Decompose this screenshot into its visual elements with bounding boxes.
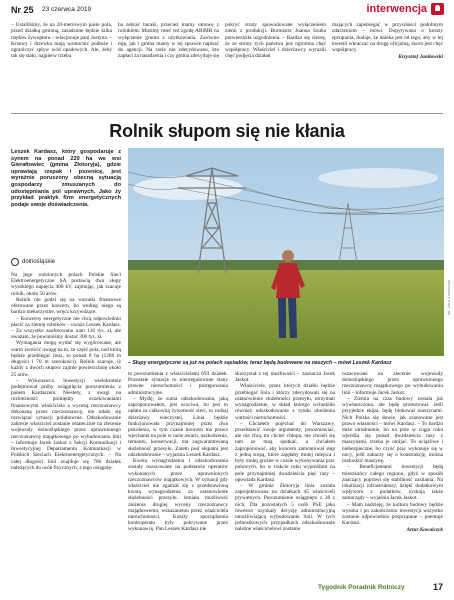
photo-credit: fot. Artur Kowalczyk [446,280,451,316]
issue-date: 23 czerwca 2019 [42,6,92,13]
publication-brand: Tygodnik Poradnik Rolniczy [318,584,405,591]
body-paragraph: – Wykonawca inwestycji wielokrotnie podejmował próby osiągnięcia porozumienia z panem Kardaszem. Niestety, z uwagi na rozbieżności pomiędzy oczekiwaniami finansowymi właściciela a wyceną rzeczoznawcy dokonaną przez rzeczoznawcę, nie udało się rozwiązać sytuacji polubownie. Odszkodowanie zakresie właściciel zostanie ostatecznie na zlecenie wojewody dolnośląskiego przez uprawnionego rzeczoznawcę majątkowego po wybudowaniu linii – informuje Jacek Jaskot z Sekcji Komunikacji i Inwestycyjnej Departamentu Komunikacji w Polskich Sieciach Elektroenergetycznych. – Na całej długości linii znajduje się 786 działek należących do osób fizycznych, z tego osiągnię- [11,377,121,471]
body-paragraph: oszacowane na zlecenie wojewody dolnośląskiego przez uprawnionego rzeczoznawcę majątkowego po wybudowaniu linii – informuje Jacek Jaskot. [342,371,443,396]
body-paragraph: Na jego rodzinnych polach Polskie Sieci Elektroenergetyczne SA postawią dwa słupy wysokiego napięcia 400 kV, zajmując, jak szacuje rolnik, około 50 arów. [11,272,121,297]
body-paragraph: skorzystał z tej możliwości – zaznacza Jacek Jaskot. [235,371,335,384]
body-paragraph: Kwota wynagrodzenia i odszkodowania zostały oszacowane na podstawie operatów wykonanych przez uprawnionych rzeczoznawców majątkowych. W sytuacji gdy właściciel nie zgadzał się z przedstawioną kwotą wynagrodzenia za ustanowienie służebności przesyłu, istniała możliwość złożenia drugiej wyceny rzeczoznawcy majątkowemu, wskazanemu przez właściciela nieruchomości. Koszty sporządzenia kontroperatu były pokrywane przez wykonawcę. Pan Leszek Kardasz nie [128,458,228,533]
body-col-2 [128,371,228,533]
section-logo-icon [431,3,444,15]
page-number: 17 [432,582,443,592]
article-title: Rolnik słupom się nie kłania [109,121,345,141]
body-paragraph: – Beneficjentami inwestycji będą mieszkańcy całego regionu, gdyż w sposób znaczący poprawi się stabilność zasilania. Na lokalizacji infrastruktury, dzięki dodatkowym wpływom z podatków, zyskają także samorządy – wyjaśnia Jacek Jaskot. [342,464,443,502]
top-article-col-2: ba zebrać buraki, przecież mamy umowę z rolnikiem. Musimy mieć też zgodę ARiMR na wyłączenie gruntu z użytkowania. Zarówno mję, jak i gmina mamy w tej sprawie napisać do agencji. Na razie nie zdecydowano, kto zapłaci za nasadzenia i czy gmina zdecyduje się [118,22,219,60]
body-paragraph: Właściciele, przez których działki będzie przebiegać linia i którzy zdecydowali się na ustanowienie służebności przesyłu, otrzymali wynagrodzenie, w skład którego wchodziło również odszkodowanie z tytułu obniżenia wartości nieruchomości. [235,383,335,421]
body-paragraph: Rolnik nie godzi się na warunki finansowe oferowane przez koncern, bo według niego są bardzo niekorzystne, wręcz krzywdzące. [11,296,121,316]
article-lead: Leszek Kardasz, który gospodaruje z synem na ponad 220 ha we wsi Gierałtowiec (gmina Złotoryja), gdzie uprawiają rzepak i pszenicę, jest wyraźnie poruszony obecną sytuacją gospodarzy zmuszanych do udostępniania pól uprawnych. Jako ży przykład praktyk firm energetycznych podaje swoje doświadczenia. [11,149,121,208]
body-paragraph: – W gminie Złotoryja linia została zaprojektowana na działkach 45 właścicieli prywatnych. Porozumienie osiągnięto z 38 z nich. Dla pozostałych 5 osób PSE jako inwestor uzyskały decyzję administracyjną umożliwiającą wybudowanie linii. W tych jednostkowych przypadkach odszkodowanie należne właścicielowi zostanie [235,482,335,533]
region-tag[interactable] [11,258,55,266]
section-name: interwencja [366,3,427,15]
body-paragraph: – Koncerny energetyczne nie chcą odpowiednio płacić za ziemię rolników – uważa Leszek Kardasz. – Za wszystko zaoferowano nam 116 tys. zł, ale uważam, że powinniśmy dostać 300 tys. zł. [11,315,121,341]
body-paragraph: – Myślę, że suma odszkodowania, jaką zaproponowałem, jest uczciwa, bo jest to opłata za całkowitą żywotność sieci, to rodzaj dzierżawy wieczystej. Linia będzie funkcjonowała przynajmniej przez dwa pokolenia, w tym czasie koncern ma prawo wjechania na pole w razie awarii, uszkodzenia, remontu, konserwacji, ma zagwarantowaną służebność przesyłu. Zatem pod słupami jest odszkodowanie – wyjaśnia Leszek Kardasz. [128,395,228,458]
section-divider [11,113,443,114]
top-article-col-1: – Ustaliliśmy, że na 20-metrowym pasie pola, przed działką gminną, zasadzone będzie kilka rzędów żywopłotu – relacjonuje pani Justyna. – Krzewy i drzewka mają wzmocnić podłoże i ograniczyć spływ wód opadowych. Ale, żeby tak się stało, najpierw trzeba [11,22,112,60]
page-header [0,0,454,18]
body-paragraph: – Mam nadzieję, że kultura budowy będzie wysoka i po zakończeniu inwestycji wszystko zostanie odpowiednio posprzątane – puentuje Kardasz. [342,501,443,527]
body-paragraph: – Chciałem pojechać do Warszawy, przedstawić swoje argumenty, porozmawiać, ale nie chcą mi chcieć chłopa, nie chcieli się tam ze mną spotkać, a chciałem zaproponować, aby koncern zamontował słup z jedną stopą, które zajęłaby mniej miejsca i były mniej groźne w czasie wykonywania prac polowych, bo w trakcie roku wyjeżdżam na pole przynajmniej dwadzieścia pięć razy – opowiada Kardasz. [235,420,335,483]
article-photo [128,148,444,356]
body-paragraph: to porozumienia z właścicielami 693 działek. Pozostałe sytuacje to nieuregulowane stany prawne nieruchomości i postępowania administracyjne. [128,371,228,396]
body-paragraph: Wymagania mogą wydać się wygórowane, ale warto zwrócić uwagę na to, że część pola, nad którą będzie przebiegać linia, to ponad 8 ha (1200 m długości i 70 m szerokości). Rolnik szacuje, iż każdy z dwóch słupów zajmie powierzchnię około 25 arów. [11,340,121,378]
body-col-3 [235,371,335,533]
body-col-4 [342,371,443,534]
issue-number: Nr 25 [11,5,34,15]
body-paragraph: – Ziemia na czas budowy została już wywłaszczona, ale będę protestował. Jeśli przyjedzie ekipa, będę blokował maszynami. Nich Polska się dowie, jak szanowane jest prawo własności – mówi Kardasz. – To bardzo duże utrudnienie, bo na pole w ciągu roku wjeżdża się ponad dwadzieścia razy z maszynami, trzeba je omijać. To uciążliwe i niebezpieczne, bo czyść prac wykonuje się w nocy, jeśli zahaczy się o konstrukcję, można uszkodzić maszynę. [342,395,443,465]
body-col-1 [11,272,121,471]
top-article-col-3: pokryć straty spowodowane wyłączeniem ziemi z produkcji. Burmistrz Joanna Szuka potwierdziła uzgodnienia. – Bardzo się cieszę, że ze strony tych państwa jest ogromna chęć współpracy. Właściciel i dzierżawcy wyrazili chęć podjęcia działań [225,22,326,60]
top-article-signature: Krzysztof Janiłowski [398,54,443,61]
top-article-col-4 [332,22,443,61]
photo-caption: – Słupy energetyczne są już na polach sąsiadów, teraz będą budowane na naszych – mówi Leszek Kardasz [128,360,392,366]
photo-illustration [128,148,444,356]
article-author: Artur Kowalczyk [406,527,443,534]
top-article-col-4-text: mających zapobiegać w przyszłości podobnym zdarzeniom – mówi. Dopytywana o koszty sprzątania, dodaje, że dalekа jest od tego, aby w tej kwestii wkraczać na drogę oficjalną, skoro jest chęć współpracy. [332,22,443,53]
region-label: dolnośląskie [22,259,56,265]
share-icon [11,258,19,266]
